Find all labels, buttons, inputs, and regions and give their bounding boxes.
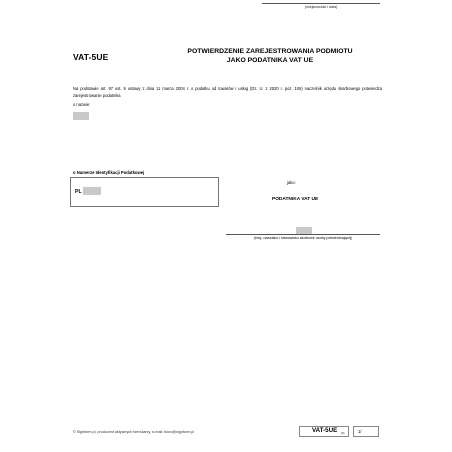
footer-form-version: (2) [341, 431, 345, 435]
name-label: o nazwie: [73, 102, 91, 107]
page-number-box [353, 426, 379, 437]
footer-credit: © Signform.pl, producent aktywnych formularzy, e-mail: biuro@signform.pl [73, 430, 195, 434]
signature-caption: (imię, nazwisko i stanowisko służbowe osoby potwierdzającej) [253, 236, 353, 240]
jako-label: jako: [287, 180, 296, 185]
title-line-1: POTWIERDZENIE ZAREJESTROWANIA PODMIOTU [187, 48, 353, 55]
nip-label: o Numerze Identyfikacji Podatkowej [73, 170, 145, 175]
document-title [150, 48, 390, 65]
nip-redacted-field [83, 187, 101, 195]
title-line-2: JAKO PODATNIKA VAT UE [226, 56, 314, 64]
legal-basis-text: Na podstawie art. 97 ust. 9 ustawy z dnia 11 marca 2004 r. o podatku od towarów i usług (Dz. U. z 2020 r. poz. 106) naczelnik urzędu skarbowego potwierdza zarejestrowanie podatnika [73, 86, 382, 98]
taxpayer-status: PODATNIKA VAT UE [272, 197, 319, 202]
place-date-caption: (miejscowość i data) [304, 5, 338, 9]
signature-line [226, 234, 380, 235]
footer-form-code: VAT-5UE [312, 427, 338, 434]
page-number: 1/ [358, 429, 362, 434]
name-redacted-field [73, 112, 89, 120]
form-code: VAT-5UE [73, 52, 109, 62]
nip-country-prefix: PL [75, 189, 82, 195]
place-date-line [262, 3, 380, 4]
